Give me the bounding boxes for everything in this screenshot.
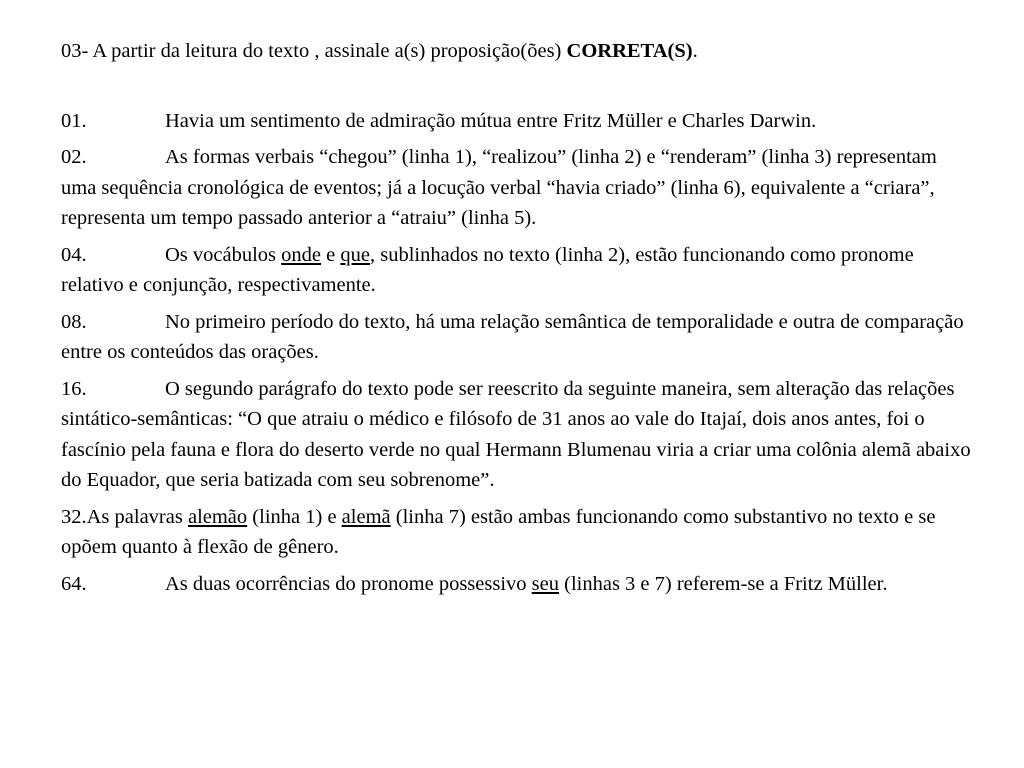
proposition-number: 32. [61,505,87,528]
proposition-08 [61,307,974,368]
question-heading [61,36,974,67]
underlined-word-alemao: alemão [187,505,248,528]
question-suffix: . [692,40,698,62]
proposition-64 [61,569,974,600]
underlined-word-seu: seu [531,572,559,595]
question-bold-term: CORRETA(S) [566,40,693,62]
proposition-text-part: , sublinhados no texto (linha 2), estão funcionando como pronome relativo e conjunção, respectivamente. [61,243,914,296]
proposition-number: 08. [61,310,87,333]
proposition-number: 02. [61,146,87,168]
proposition-text-part: (linha 1) e [247,505,342,528]
proposition-04 [61,240,974,301]
question-prefix: 03- A partir da leitura do texto , assinale a(s) proposição(ões) [61,40,567,62]
proposition-text-part: As palavras [86,505,188,528]
proposition-text: As formas verbais “chegou” (linha 1), “realizou” (linha 2) e “renderam” (linha 3) representam uma sequência cronológica de eventos; já a locução verbal “havia criado” (linha 6), equivalente a “criara”, representa um tempo passado anterior a “atraiu” (linha 5). [61,146,937,229]
proposition-text: O segundo parágrafo do texto pode ser reescrito da seguinte maneira, sem alteração das relações sintático-semânticas: “O que atraiu o médico e filósofo de 31 anos ao vale do Itajaí, dois anos antes, foi o fascínio pela fauna e flora do deserto verde no qual Hermann Blumenau viria a criar uma colônia alemã abaixo do Equador, que seria batizada com seu sobrenome”. [61,377,971,491]
proposition-number: 64. [61,572,87,595]
proposition-text-part: (linha 7) estão ambas funcionando como substantivo no texto e se opõem quanto à flexão de gênero. [61,505,936,558]
proposition-text-part: e [321,243,341,266]
proposition-number: 01. [61,109,87,132]
proposition-text: Havia um sentimento de admiração mútua entre Fritz Müller e Charles Darwin. [165,109,817,132]
underlined-word-que: que [340,243,370,266]
proposition-text: No primeiro período do texto, há uma relação semântica de temporalidade e outra de comparação entre os conteúdos das orações. [61,310,964,363]
proposition-number: 04. [61,243,87,266]
underlined-word-onde: onde [281,243,322,266]
proposition-02 [61,142,974,234]
proposition-number: 16. [61,377,87,400]
proposition-text-part: As duas ocorrências do pronome possessivo [165,572,532,595]
proposition-text-part: (linhas 3 e 7) referem-se a Fritz Müller. [559,572,888,595]
proposition-16 [61,374,974,496]
underlined-word-alema: alemã [341,505,391,528]
proposition-text-part: Os vocábulos [165,243,282,266]
proposition-32 [61,502,974,563]
proposition-01 [61,106,974,137]
